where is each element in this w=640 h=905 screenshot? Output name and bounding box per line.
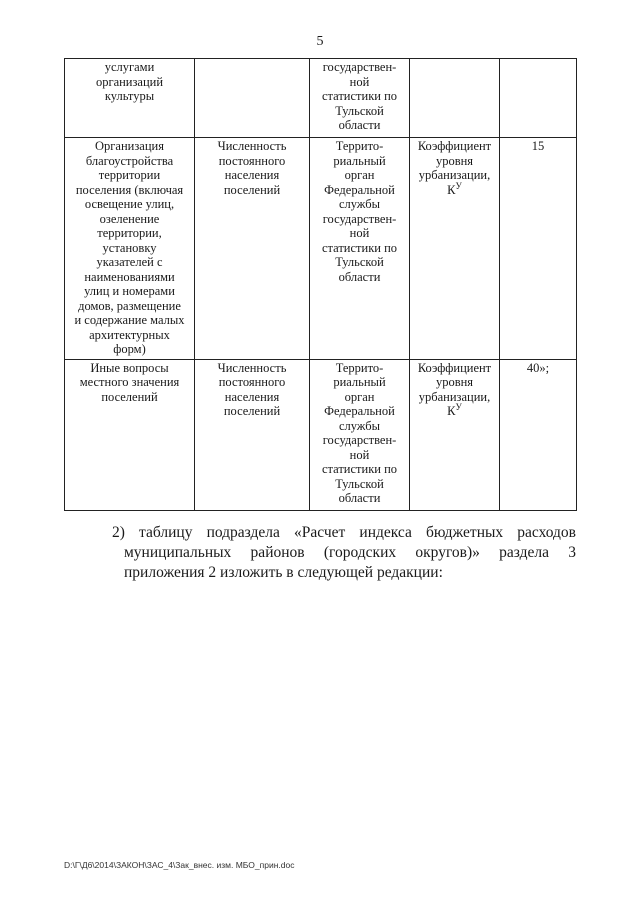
table-cell-col4	[410, 359, 500, 510]
cell-text-line: Иные вопросы	[90, 360, 169, 375]
table-cell-col3	[310, 138, 410, 360]
cell-text-line: поселений	[223, 404, 281, 418]
cell-text-line: поселения (включая	[75, 182, 184, 197]
table-cell-col5	[500, 59, 577, 138]
cell-text-line: постоянного	[218, 375, 286, 389]
coefficient-symbol-superscript: У	[455, 180, 462, 191]
budget-table	[64, 58, 577, 511]
cell-text-line: службы	[338, 418, 381, 433]
cell-text-line: Федеральной	[324, 182, 395, 197]
cell-text-line: уровня	[435, 375, 474, 389]
cell-text-line: Тульской	[335, 255, 384, 269]
page-number: 5	[316, 34, 324, 49]
cell-text-line: 15	[531, 139, 545, 153]
cell-text-line: территории,	[97, 226, 162, 240]
table-cell-col1	[65, 59, 195, 138]
coefficient-symbol-base: К	[447, 182, 456, 197]
cell-text-line: государствен-	[322, 211, 397, 226]
cell-text-line: поселений	[101, 389, 158, 404]
coefficient-symbol-superscript: У	[455, 401, 462, 412]
cell-text-line: статистики по	[321, 240, 398, 255]
cell-text-line: ной	[349, 226, 370, 240]
cell-text-line: культуры	[104, 89, 155, 103]
table-cell-col2	[195, 359, 310, 510]
cell-text-line: архитектурных	[89, 327, 170, 342]
cell-text-line: постоянного	[218, 153, 286, 168]
table-cell-col1	[65, 359, 195, 510]
paragraph-first-line: 2) таблицу подраздела «Расчет индекса бюджетных расходов	[112, 524, 576, 541]
cell-text-line: урбанизации,	[418, 168, 491, 182]
footer-file-path: D:\Г\Д6\2014\ЗАКОН\ЗАС_4\Зак_внес. изм. МБО_прин.doc	[64, 860, 295, 870]
cell-text-line: Террито-	[335, 360, 384, 375]
table-cell-col2	[195, 59, 310, 138]
cell-text-line: 40»;	[526, 360, 550, 375]
cell-text-line: службы	[338, 197, 381, 211]
coefficient-symbol	[413, 401, 496, 419]
cell-text-line: поселений	[223, 182, 281, 197]
paragraph-rest: муниципальных районов (городских округов)» раздела 3 приложения 2 изложить в следующей редакции:	[124, 544, 576, 581]
cell-text-line: государствен-	[322, 433, 397, 447]
cell-text-line: Коэффициент	[417, 139, 492, 153]
table-body	[65, 59, 577, 511]
cell-text-line: установку	[102, 240, 157, 255]
cell-text-line: государствен-	[322, 60, 397, 74]
table-cell-col5	[500, 138, 577, 360]
cell-text-line: Организация	[95, 139, 164, 153]
cell-text-line: территории	[98, 168, 161, 182]
cell-text-line: Террито-	[335, 139, 384, 153]
coefficient-symbol	[413, 180, 496, 198]
table-cell-col5	[500, 359, 577, 510]
cell-text-line: услугами	[104, 60, 155, 74]
cell-text-line: населения	[224, 389, 280, 404]
cell-text-line: Федеральной	[324, 404, 395, 418]
table-cell-col2	[195, 138, 310, 360]
cell-text-line: области	[338, 491, 381, 505]
cell-text-line: улиц и номерами	[84, 284, 175, 298]
table-row	[65, 59, 577, 138]
cell-text-line: орган	[344, 389, 375, 404]
cell-text-line: форм)	[113, 342, 146, 356]
cell-text-line: благоустройства	[85, 153, 174, 168]
cell-text-line: Коэффициент	[417, 360, 492, 375]
cell-text-line: и содержание малых	[74, 313, 185, 327]
table-cell-col4	[410, 59, 500, 138]
cell-text-line: Тульской	[335, 103, 384, 118]
cell-text-line: риальный	[333, 375, 386, 389]
cell-text-line: орган	[344, 168, 375, 182]
table-cell-col4	[410, 138, 500, 360]
cell-text-line: урбанизации,	[418, 389, 491, 404]
table-row	[65, 359, 577, 510]
cell-text-line: риальный	[333, 153, 386, 168]
cell-text-line: освещение улиц,	[84, 197, 175, 211]
cell-text-line: домов, размещение	[78, 298, 181, 313]
cell-text-line: населения	[224, 168, 280, 182]
cell-text-line: области	[338, 269, 381, 284]
cell-text-line: ной	[349, 74, 370, 89]
cell-text-line: указателей с	[96, 255, 163, 269]
table-cell-col1	[65, 138, 195, 360]
table-cell-col3	[310, 59, 410, 138]
cell-text-line: наименованиями	[84, 269, 175, 284]
cell-text-line: уровня	[435, 153, 474, 168]
cell-text-line: Численность	[217, 360, 287, 375]
cell-text-line: области	[338, 118, 381, 132]
amendment-paragraph	[96, 523, 576, 583]
cell-text-line: озеленение	[99, 211, 160, 226]
cell-text-line: местного значения	[79, 375, 180, 389]
coefficient-symbol-base: К	[447, 404, 456, 418]
table-cell-col3	[310, 359, 410, 510]
cell-text-line: статистики по	[321, 462, 398, 476]
table-row	[65, 138, 577, 360]
cell-text-line: организаций	[95, 74, 164, 89]
cell-text-line: статистики по	[321, 89, 398, 103]
cell-text-line: Тульской	[335, 476, 384, 491]
cell-text-line: Численность	[217, 139, 287, 153]
cell-text-line: ной	[349, 447, 370, 462]
